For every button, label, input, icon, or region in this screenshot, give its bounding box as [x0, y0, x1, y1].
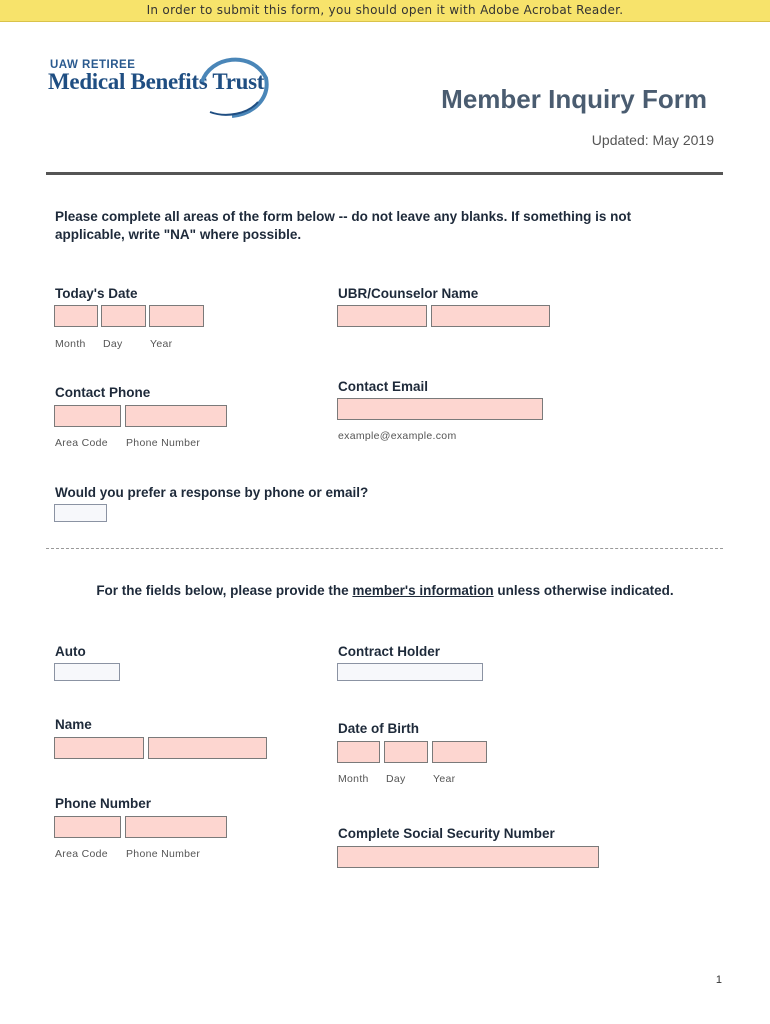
- page-number: 1: [715, 974, 722, 986]
- contact-phone-number-field[interactable]: [125, 405, 227, 427]
- auto-label: Auto: [55, 644, 86, 659]
- member-phone-number-caption: Phone Number: [126, 848, 201, 860]
- auto-field[interactable]: [54, 663, 120, 681]
- todays-date-month-field[interactable]: [54, 305, 98, 327]
- email-example-caption: example@example.com: [338, 430, 457, 442]
- member-phone-area-code-field[interactable]: [54, 816, 121, 838]
- dob-month-field[interactable]: [337, 741, 380, 763]
- todays-date-day-field[interactable]: [101, 305, 146, 327]
- member-last-name-field[interactable]: [148, 737, 267, 759]
- contact-phone-label: Contact Phone: [55, 385, 151, 400]
- contact-email-label: Contact Email: [338, 379, 429, 394]
- date-of-birth-label: Date of Birth: [338, 721, 419, 736]
- dob-day-caption: Day: [386, 773, 406, 785]
- logo-wordmark: Medical Benefits Trust: [48, 69, 265, 94]
- counselor-name-label: UBR/Counselor Name: [338, 286, 479, 301]
- member-phone-label: Phone Number: [55, 796, 152, 811]
- dob-month-caption: Month: [338, 773, 369, 785]
- updated-date: Updated: May 2019: [591, 132, 714, 148]
- contact-phone-area-code-field[interactable]: [54, 405, 121, 427]
- member-phone-number-field[interactable]: [125, 816, 227, 838]
- year-caption: Year: [150, 338, 173, 350]
- dob-day-field[interactable]: [384, 741, 428, 763]
- contract-holder-field[interactable]: [337, 663, 483, 681]
- counselor-last-name-field[interactable]: [431, 305, 550, 327]
- todays-date-year-field[interactable]: [149, 305, 204, 327]
- section-divider: [46, 548, 723, 549]
- logo-tagline: UAW RETIREE: [50, 59, 136, 71]
- month-caption: Month: [55, 338, 86, 350]
- member-first-name-field[interactable]: [54, 737, 144, 759]
- dob-year-field[interactable]: [432, 741, 487, 763]
- ssn-field[interactable]: [337, 846, 599, 868]
- logo-swoosh-icon: [196, 52, 270, 118]
- counselor-first-name-field[interactable]: [337, 305, 427, 327]
- ssn-label: Complete Social Security Number: [338, 826, 555, 841]
- contact-email-field[interactable]: [337, 398, 543, 420]
- response-preference-dropdown[interactable]: [54, 504, 107, 522]
- member-info-emphasis: member's information: [352, 583, 494, 598]
- header-divider: [46, 172, 723, 175]
- name-label: Name: [55, 717, 92, 732]
- instructions-text: Please complete all areas of the form below -- do not leave any blanks. If something is not applicable, write "NA" where possible.: [55, 209, 632, 242]
- todays-date-label: Today's Date: [55, 286, 138, 301]
- phone-number-caption: Phone Number: [126, 437, 201, 449]
- day-caption: Day: [103, 338, 123, 350]
- contract-holder-label: Contract Holder: [338, 644, 441, 659]
- response-preference-label: Would you prefer a response by phone or email?: [55, 485, 369, 500]
- member-area-code-caption: Area Code: [55, 848, 108, 860]
- acrobat-notice-banner: In order to submit this form, you should open it with Adobe Acrobat Reader.: [0, 0, 770, 22]
- form-title: Member Inquiry Form: [441, 84, 707, 114]
- member-info-note: For the fields below, please provide the member's information unless otherwise indicated.: [96, 583, 674, 598]
- dob-year-caption: Year: [433, 773, 456, 785]
- area-code-caption: Area Code: [55, 437, 108, 449]
